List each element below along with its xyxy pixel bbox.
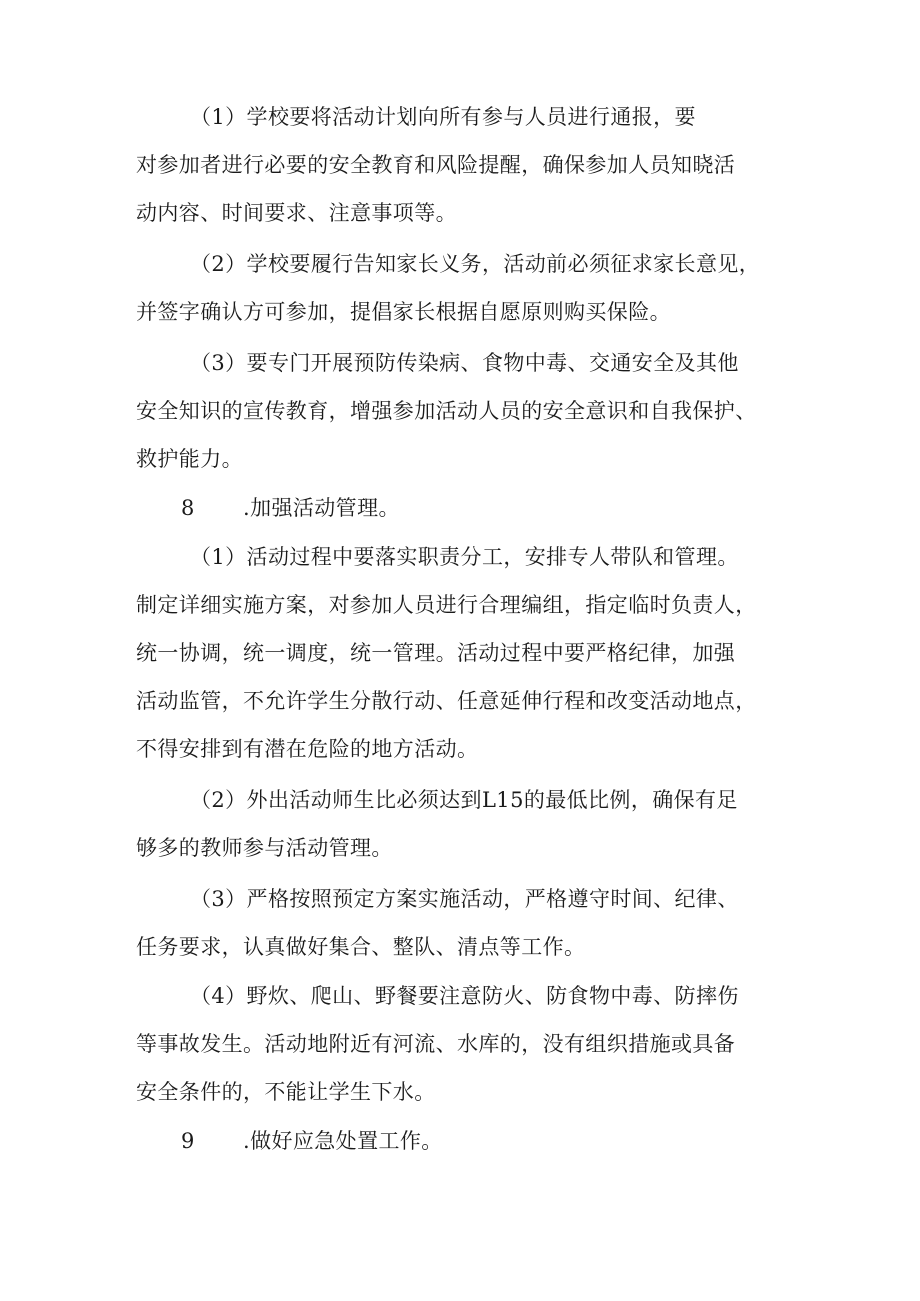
paragraph-2-line-2: 并签字确认方可参加，提倡家长根据自愿原则购买保险。	[136, 300, 671, 324]
paragraph-6-line-2: 任务要求，认真做好集合、整队、清点等工作。	[136, 935, 586, 959]
paragraph-6-line-1: （3）严格按照预定方案实施活动，严格遵守时间、纪律、	[190, 887, 739, 911]
paragraph-1-line-1: （1）学校要将活动计划向所有参与人员进行通报，要	[190, 105, 696, 129]
heading-9-text: .做好应急处置工作。	[243, 1129, 443, 1153]
heading-9-number: 9	[181, 1129, 195, 1153]
paragraph-4-line-3: 统一协调，统一调度，统一管理。活动过程中要严格纪律，加强	[136, 641, 736, 665]
paragraph-4-line-4: 活动监管，不允许学生分散行动、任意延伸行程和改变活动地点，	[136, 689, 757, 713]
paragraph-4-line-5: 不得安排到有潜在危险的地方活动。	[136, 737, 479, 761]
paragraph-1-line-2: 对参加者进行必要的安全教育和风险提醒，确保参加人员知晓活	[136, 153, 736, 177]
paragraph-3-line-3: 救护能力。	[136, 447, 243, 471]
paragraph-7-line-3: 安全条件的，不能让学生下水。	[136, 1080, 436, 1104]
heading-8-number: 8	[181, 496, 195, 520]
paragraph-1-line-3: 动内容、时间要求、注意事项等。	[136, 201, 457, 225]
paragraph-7-line-2: 等事故发生。活动地附近有河流、水库的，没有组织措施或具备	[136, 1032, 736, 1056]
paragraph-4-line-2: 制定详细实施方案，对参加人员进行合理编组，指定临时负责人，	[136, 593, 757, 617]
paragraph-5-line-1: （2）外出活动师生比必须达到L15的最低比例，确保有足	[190, 788, 738, 812]
heading-8-text: .加强活动管理。	[243, 496, 400, 520]
paragraph-3-line-2: 安全知识的宣传教育，增强参加活动人员的安全意识和自我保护、	[136, 399, 757, 423]
paragraph-7-line-1: （4）野炊、爬山、野餐要注意防火、防食物中毒、防摔伤	[190, 984, 739, 1008]
paragraph-2-line-1: （2）学校要履行告知家长义务，活动前必须征求家长意见，	[190, 252, 761, 276]
paragraph-4-line-1: （1）活动过程中要落实职责分工，安排专人带队和管理。	[190, 545, 739, 569]
paragraph-5-line-2: 够多的教师参与活动管理。	[136, 836, 393, 860]
paragraph-3-line-1: （3）要专门开展预防传染病、食物中毒、交通安全及其他	[190, 351, 739, 375]
